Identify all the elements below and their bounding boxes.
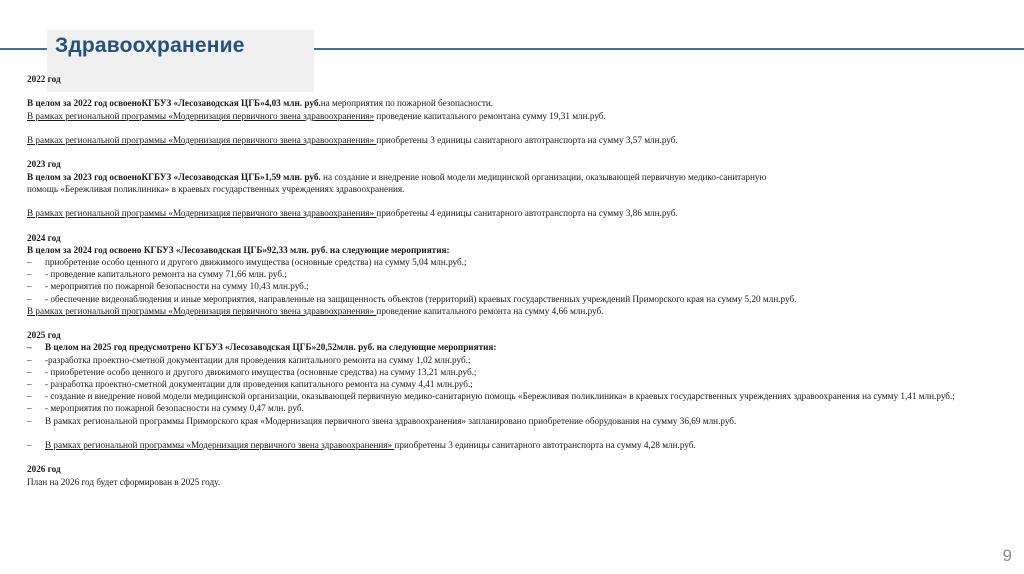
bold-text: В целом за 2022 год освоеноКГБУЗ «Лесозаводская ЦГБ»4,03 млн. руб. <box>27 98 321 109</box>
paragraph-2022-transport <box>27 134 1002 146</box>
heading-2024: 2024 год <box>27 232 61 243</box>
dash-bullet: – <box>27 378 32 389</box>
plain-text: приобретены 3 единицы санитарного автотранспорта на сумму 3,57 млн.руб. <box>376 134 678 145</box>
plain-text: на создание и внедрение новой модели медицинской организации, оказывающей первичную медико-санитарную <box>320 171 767 182</box>
header-rule-right <box>314 48 1024 50</box>
heading-2026: 2026 год <box>27 464 61 475</box>
list-item-2025: – -разработка проектно-сметной документации для проведения капитального ремонта на сумму 1,02 млн.руб.; <box>27 354 471 365</box>
page-number: 9 <box>1002 546 1012 565</box>
paragraph-2023-total <box>27 171 1002 183</box>
plain-text: проведение капитального ремонтана сумму 19,31 млн.руб. <box>374 110 606 121</box>
paragraph-2023-total-cont: помощь «Бережливая поликлиника» в краевых государственных учреждениях здравоохранения. <box>27 183 405 194</box>
list-item-2024: – - мероприятия по пожарной безопасности на сумму 10,43 млн.руб.; <box>27 281 309 292</box>
dash-bullet: – <box>27 293 32 304</box>
dash-bullet: – <box>27 269 32 280</box>
document-body <box>27 73 1002 488</box>
plain-text: на мероприятия по пожарной безопасности. <box>320 98 494 109</box>
paragraph-2026: План на 2026 год будет сформирован в 2025 году. <box>27 476 221 487</box>
paragraph-2025-total: – В целом на 2025 год предусмотрено КГБУЗ «Лесозаводская ЦГБ»20,52млн. руб. на следующие мероприятия: <box>27 342 497 353</box>
list-item-2025: – - создание и внедрение новой модели медицинской организации, оказывающей первичную медико-санитарную помощь «Бережливая поликлиника» в краевых государственных учреждениях здравоохранения на сумму 1,41 млн.руб.; <box>27 391 955 402</box>
program-link[interactable]: В рамках региональной программы «Модернизация первичного звена здравоохранения» <box>45 439 395 450</box>
list-item-2024: – - проведение капитального ремонта на сумму 71,66 млн. руб.; <box>27 269 287 280</box>
paragraph-2025-transport <box>27 439 1002 451</box>
list-item-2024: – приобретение особо ценного и другого движимого имущества (основные средства) на сумму 5,04 млн.руб.; <box>27 256 467 267</box>
program-link[interactable]: В рамках региональной программы «Модернизация первичного звена здравоохранения» <box>27 305 377 316</box>
dash-bullet: – <box>27 403 32 414</box>
dash-bullet: – <box>27 342 32 353</box>
bold-text: В целом за 2023 год освоеноКГБУЗ «Лесозаводская ЦГБ»1,59 млн. руб. <box>27 171 321 182</box>
program-link[interactable]: В рамках региональной программы «Модернизация первичного звена здравоохранения» <box>27 134 377 145</box>
program-link[interactable]: В рамках региональной программы «Модернизация первичного звена здравоохранения» <box>27 110 375 121</box>
list-item-2025: – - мероприятия по пожарной безопасности на сумму 0,47 млн. руб. <box>27 403 304 414</box>
list-item-2025: – - разработка проектно-сметной документации для проведения капитального ремонта на сумму 4,41 млн.руб.; <box>27 378 473 389</box>
dash-bullet: – <box>27 354 32 365</box>
list-item-2024: – - обеспечение видеонаблюдения и иные мероприятия, направленные на защищенность объектов (территорий) краевых государственных учреждений Приморского края на сумму 5,20 млн.руб. <box>27 293 797 304</box>
list-item-2025: – - приобретение особо ценного и другого движимого имущества (основные средства) на сумму 13,21 млн.руб.; <box>27 366 477 377</box>
dash-bullet: – <box>27 281 32 292</box>
program-link[interactable]: В рамках региональной программы «Модернизация первичного звена здравоохранения» <box>27 208 377 219</box>
dash-bullet: – <box>27 439 32 450</box>
plain-text: приобретены 4 единицы санитарного автотранспорта на сумму 3,86 млн.руб. <box>376 208 678 219</box>
paragraph-2024-repair <box>27 305 1002 317</box>
heading-2023: 2023 год <box>27 159 61 170</box>
paragraph-2022-total <box>27 97 1002 109</box>
list-item-2025: – В рамках региональной программы Приморского края «Модернизация первичного звена здравоохранения» запланировано приобретение оборудования на сумму 36,69 млн.руб. <box>27 415 737 426</box>
dash-bullet: – <box>27 415 32 426</box>
dash-bullet: – <box>27 391 32 402</box>
dash-bullet: – <box>27 256 32 267</box>
dash-bullet: – <box>27 366 32 377</box>
heading-2025: 2025 год <box>27 330 61 341</box>
heading-2022: 2022 год <box>27 74 61 84</box>
page-title: Здравоохранение <box>55 34 245 57</box>
plain-text: проведение капитального ремонта на сумму 4,66 млн.руб. <box>376 305 604 316</box>
plain-text: приобретены 3 единицы санитарного автотранспорта на сумму 4,28 млн.руб. <box>394 439 696 450</box>
paragraph-2022-repair <box>27 110 1002 122</box>
paragraph-2024-total: В целом за 2024 год освоено КГБУЗ «Лесозаводская ЦГБ»92,33 млн. руб. на следующие мероприятия: <box>27 244 450 255</box>
paragraph-2023-transport <box>27 207 1002 219</box>
header-rule-left <box>0 48 50 50</box>
